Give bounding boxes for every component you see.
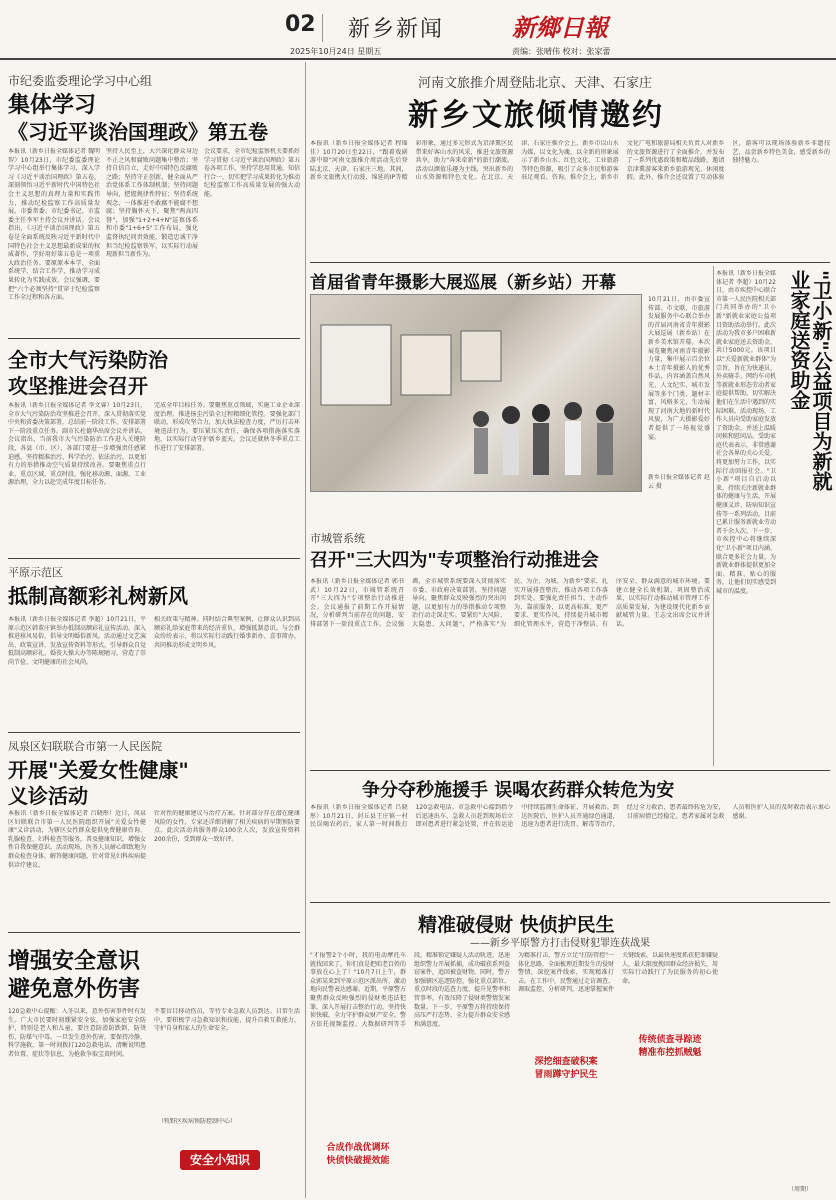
divider [310, 770, 830, 771]
divider [310, 262, 830, 263]
article-urban-management [310, 528, 710, 764]
article-body: 坚持人民至上，大兴深化群众身边不正之风和腐败问题集中整治；坚持自信自立，走好中国特色反腐败之路；坚持守正创新，健全面从严治党体系工作体制机制；坚持问题导向，把握规律性特征；坚持系统观念，一体推进不敢腐不能腐不想腐；坚持胸怀天下，聚焦"两高四督"，加强"1+2+4+N"巡察体系和市委"1+6+5"工作布局，强化监督执纪问责效能，锻造忠诚干净担当纪检监察铁军，以实际行动展现新担当新作为。 [106, 148, 198, 259]
article-bride-price [8, 560, 300, 730]
article-headline: 集体学习 [8, 92, 97, 118]
article-source: （牧野区疾病预防控制中心） [158, 1118, 237, 1125]
safety-tips-badge: 安全小知识 [180, 1150, 260, 1170]
article-safety [8, 936, 300, 1198]
section-title: 新乡新闻 [348, 17, 445, 42]
subhead: 冒雨蹲守护民生 [534, 1070, 598, 1080]
article-subtitle: ——新乡平原警方打击侵财犯罪连获战果 [470, 938, 650, 949]
article-body: 本报讯（新乡日报全媒体记者 李文睿）10月23日，全市大气污染防治攻坚推进会召开，深入贯彻落实党中央和省委决策部署，总结前一阶段工作，安排部署下一阶段重点任务。副市长杜德华出席会议并讲话。会议指出，当前我市大气污染防治工作进入关键阶段，各县（市、区）、各部门要进一步增强责任感紧迫感，坚持精准治污、科学治污、依法治污，以更加有力的举措推动空气质量持续改善。要聚焦重点行业、重点区域、重点时段，强化移动源、面源、工业源治理，全力以赴完成年度目标任务。 [8, 402, 146, 487]
article-body: 不要盲目移动伤员，等待专业急救人员到达。日常生活中，要积极学习急救知识和技能，提升自救互救能力，守护自身和家人的生命安全。 [154, 1008, 300, 1033]
article-body: "才报警2个小时，我的电动摩托车就找回来了，你们真是把咱老百姓的事放在心上了！"10月7日上午，群众郭某来到平原示范区派出所，激动地向民警表达感谢。近期，平原警方聚焦群众反映强烈的侵财类违法犯罪，深入开展打击整治行动，坚持快侦快破，全力守护群众财产安全。警方依托视频监控、大数据研判等手段，精准锁定嫌疑人活动轨迹，迅速组织警力开展抓捕，成功破获系列盗窃案件，追回被盗财物。同时，警方加强辖区巡逻防控，强化重点部位、重点时段的巡查力度，提升见警率和管事率，有效压降了侵财类警情发案数量。下一步，平原警方将持续保持高压严打态势，全力提升群众安全感和满意度。 [310, 952, 510, 1028]
divider [8, 338, 300, 339]
article-weixiaoxin [716, 266, 832, 766]
article-headline: 开展"关爱女性健康" [8, 758, 189, 782]
divider [310, 902, 830, 903]
article-headline: 抵制高额彩礼树新风 [8, 584, 188, 608]
column-divider [713, 266, 714, 766]
subhead: 深挖细查破积案 [534, 1057, 598, 1067]
article-body: 本报讯（新乡日报全媒体记者 郭书武）10月22日，市城管系统召开"三大四为"专项整治行动推进会。会议通报了前期工作开展情况，分析研判当前存在的问题，安排部署下一阶段重点工作。会议强调，全市城管系统要深入贯彻落实市委、市政府决策部署，坚持问题导向，聚焦群众反映强烈的突出问题，以更加有力的举措推动专项整治行动走深走实。要紧盯"大风险、大隐患、大问题"，严格落实"为民、为企、为城、为新乡"要求，扎实开展排查整治，推动各项工作落到实处。要强化责任担当，主动作为、靠前服务，以更高标准、更严要求、更实作风，持续提升城市精细化管理水平，营造干净整洁、有序安全、群众满意的城市环境。要建立健全长效机制，巩固整治成果，以实际行动推动城市管理工作高质量发展，为建设现代化新乡贡献城管力量。王志文出席会议并讲话。 [310, 578, 710, 628]
article-body: 120急救中心提醒：入冬以来，意外伤害事件时有发生。广大市民要时刻绷紧安全弦，加强家庭安全防护，特别是老人和儿童，要注意防滑防跌倒、防烫伤、防煤气中毒。一旦发生意外伤害，要保持冷静，科学施救，第一时间拨打120急救电话，清晰说明患者位置、症状等信息，为抢救争取宝贵时间。 [8, 1008, 146, 1058]
article-headline: 新乡文旅倾情邀约 [408, 98, 664, 133]
article-body: 本报讯（新乡日报全媒体记者 程瑶佳）10月20日至22日，"跟着戏剧游中原"河南文旅推介周活动先后登陆北京、天津、石家庄三地。其间，新乡文旅携大行动漫、绵延的IP等精彩形象，通过多元形式为京津冀区民带来好客山水的风采，推进文旅资源共享，助力"奔来牵新"的旅行潮流。活动以颜值乐趣为主线，突出新乡的山水资源和特色文化。在北京、天津、石家庄推介会上，新乡市以山水为媒，以文化为魂，以全新的形象展示了新乡山水、红色文化、工业旅游等特色资源，吸引了众多市民和游客驻足观看、咨询。推介会上，新乡市文化广电和旅游局相关负责人对新乡的文旅资源进行了全面推介，并发布了一系列优惠政策和精品线路，邀请京津冀游客来新乡旅游观光、休闲度假。此外，推介会还设置了互动体验区，游客可以现场体验新乡非遗技艺，品尝新乡特色美食，感受新乡的独特魅力。 [310, 140, 830, 182]
subhead: 传统侦查寻踪迹 [638, 1035, 702, 1045]
article-police [310, 906, 830, 1198]
subhead: 快侦快破提效能 [326, 1156, 390, 1166]
photo-caption: 10月21日，由市委宣传部、市文联、市旅游发展服务中心联合举办的首届河南省青年摄影大展巡展（新乡站）在新乡美术馆开幕。本次展览聚焦河南青年摄影力量，集中展示百余位本土青年摄影人的优秀作品，内容涵盖自然风光、人文纪实、城市发展等多个门类，题材丰富，风格多元，生动展现了河南大地的新时代风貌，为广大摄影爱好者提供了一场视觉盛宴。 [648, 296, 710, 441]
newspaper-logo: 新鄉日報 [512, 14, 608, 42]
article-headline: 争分夺秒施援手 误喝农药群众转危为安 [362, 780, 675, 801]
article-headline-2: 攻坚推进会召开 [8, 374, 148, 398]
article-body: 本报讯（新乡日报全媒体记者 吕晓彤）近日，凤泉区妇联联合市第一人民医院组织开展"关爱女性健康"义诊活动，为辖区女性群众提供免费健康咨询、乳腺检查、妇科检查等服务，普及健康知识，增强女性自我保健意识。活动现场，医务人员耐心细致地为群众检查身体，解答健康问题，针对常见妇科疾病提供诊疗建议。 [8, 810, 146, 869]
article-headline-2: 义诊活动 [8, 784, 88, 808]
article-headline-2: 避免意外伤害 [8, 976, 141, 1002]
subhead: 合成作战优调环 [326, 1143, 390, 1153]
issue-date: 2025年10月24日 星期五 [290, 47, 382, 56]
page-number: 02 [285, 12, 316, 37]
article-body: 为精准打击，警方立足"打防管控"一体化思路，全面梳理近期发生的侵财警情，深挖案件线索，实现精准打击。在工作中，民警通过走访调查、调取监控、分析研判，迅速掌握案件关键线索，以最快速度抓获犯罪嫌疑人，最大限度挽回群众经济损失，用实际行动践行了为民服务的初心使命。 [518, 952, 718, 994]
article-headline-2: 《习近平谈治国理政》第五卷 [8, 120, 268, 144]
article-headline: 首届省青年摄影大展巡展（新乡站）开幕 [310, 273, 616, 293]
article-body: 本报讯（新乡日报全媒体记者 魏明智）10月23日，市纪委监委理论学习中心组举行集体学习，深入学习《习近平谈治国理政》第五卷，深刻领悟习近平新时代中国特色社会主义思想的真理力量和实践伟力，推动纪检监察工作高质量发展。市委常委、市纪委书记、市监委主任李军主持会议并讲话。会议指出，《习近平谈治国理政》第五卷是全面系统反映习近平新时代中国特色社会主义思想最新成果的权威著作，学好用好第五卷是一项重大政治任务。要原原本本学、全面系统学、结合工作学，推动学习成果转化为实践成效。会议强调，要把"六个必须坚持"贯穿于纪检监察工作全过程和各方面。 [8, 148, 100, 302]
photo-credit: 新乡日报全媒体记者 赵云 摄 [648, 474, 710, 490]
exhibition-photo [310, 294, 642, 492]
article-body: 本报讯（新乡日报全媒体记者 李超）10月22日，由市疾控中心联合市第一人民医院相关部门共同举办的"卫小新"新就业家庭公益项目资助活动举行。此次活动为我市多户困难新就业家庭送去资助金，共计5000元。该项目以"关爱新就业群体"为宗旨，旨在为快递员、外卖骑手、网约车司机等新就业形态劳动者家庭提供帮助，切实解决他们在生活中遇到的实际困难。活动现场，工作人员向受助家庭发放了资助金，并送上温暖问候和慰问品。受助家庭代表表示，非常感谢社会各界的关心关爱，将更加努力工作，以实际行动回报社会。"卫小新"项目自启动以来，持续关注新就业群体的健康与生活，开展健康义诊、防病知识宣传等一系列活动，目前已累计服务新就业劳动者千余人次。下一步，市疾控中心将继续深化"卫小新"项目内涵，联合更多社会力量，为新就业群体提供更加全面、精准、贴心的服务，让他们切实感受到城市的温度。 [716, 270, 776, 595]
article-body: 本报讯（新乡日报全媒体记者 李超）10月21日，平原示范区韩董庄镇举办抵制高额彩礼宣传活动，深入推进移风易俗，倡导文明婚俗新风。活动通过文艺演出、政策宣讲、发放宣传资料等形式，引导群众自觉抵制高额彩礼、婚丧大操大办等陈规陋习，营造了崇尚节俭、文明健康的社会风尚。 [8, 616, 146, 666]
article-headline: 召开"三大四为"专项整治行动推进会 [310, 550, 599, 571]
article-kicker: 市城管系统 [310, 532, 365, 545]
editor-credits: 责编：张晴伟 校对：张家蕾 [512, 47, 611, 56]
article-cultural-tourism [310, 66, 830, 258]
article-study-session [8, 66, 300, 336]
divider [8, 932, 300, 933]
article-kicker: 平原示范区 [8, 566, 63, 579]
header-divider [322, 14, 323, 42]
article-body: 完成全年目标任务。要聚焦重点领域，实施工业企业深度治理，推进扬尘污染全过程精细化管控。要强化部门联动，形成攻坚合力，加大执法检查力度，严厉打击环境违法行为。要压紧压实责任，确保各项措施落实落地，以实际行动守护新乡蓝天。会议还就秋冬季重点工作进行了安排部署。 [154, 402, 300, 452]
article-kicker: 市纪委监委理论学习中心组 [8, 74, 153, 88]
subhead: 精准布控抓贼魁 [638, 1048, 702, 1058]
article-end: （周期） [788, 1186, 813, 1193]
column-divider [305, 62, 306, 1198]
article-women-health [8, 734, 300, 930]
article-body: 针对性的健康建议与治疗方案。针对部分存在潜在健康风险的女性，专家还详细讲解了相关疾病的早期预防要点。此次活动共服务群众100余人次，发放宣传资料200余份，受到群众一致好评。 [154, 810, 300, 843]
divider [8, 558, 300, 559]
article-headline: 增强安全意识 [8, 948, 141, 974]
divider [8, 732, 300, 733]
article-headline: 精准破侵财 快侦护民生 [418, 914, 615, 936]
article-body: 会议要求，全市纪检监察机关要抓好学习贯彻《习近平谈治国理政》第五卷各项工作，坚持学思用贯通，知信行合一，切实把学习成果转化为推动纪检监察工作高质量发展的强大动能。 [204, 148, 300, 198]
article-rescue [310, 774, 830, 896]
article-kicker: 凤泉区妇联联合市第一人民医院 [8, 740, 162, 753]
article-headline: 全市大气污染防治 [8, 348, 168, 372]
article-headline: "卫小新"公益项目为新就业家庭送资助金 [787, 270, 833, 491]
article-body: 本报讯（新乡日报全媒体记者 吕晓彤）10月21日，封丘县王庄镇一村民误喝农药后，家人第一时间拨打120急救电话。市急救中心接到指令后迅速出车，急救人员赶到现场后立即对患者进行紧急处置，并在转运途中持续监测生命体征、开展救治。到达医院后，医护人员开通绿色通道，迅速为患者进行洗胃、解毒等治疗，经过全力救治，患者最终转危为安，目前病情已经稳定。患者家属对急救人员和医护人员的及时救治表示衷心感谢。 [310, 804, 830, 829]
masthead [0, 0, 836, 60]
article-kicker: 河南文旅推介周登陆北京、天津、石家庄 [418, 76, 653, 91]
article-photo-exhibition [310, 266, 710, 520]
header-rule [0, 58, 836, 60]
article-body: 相关政策与精神。同时结合典型案例，让群众认识到高额彩礼给家庭带来的经济重负，增强抵制意识。与会群众纷纷表示，将以实际行动践行婚事新办、喜事简办，共同推动形成文明乡风。 [154, 616, 300, 649]
article-air-pollution [8, 340, 300, 552]
